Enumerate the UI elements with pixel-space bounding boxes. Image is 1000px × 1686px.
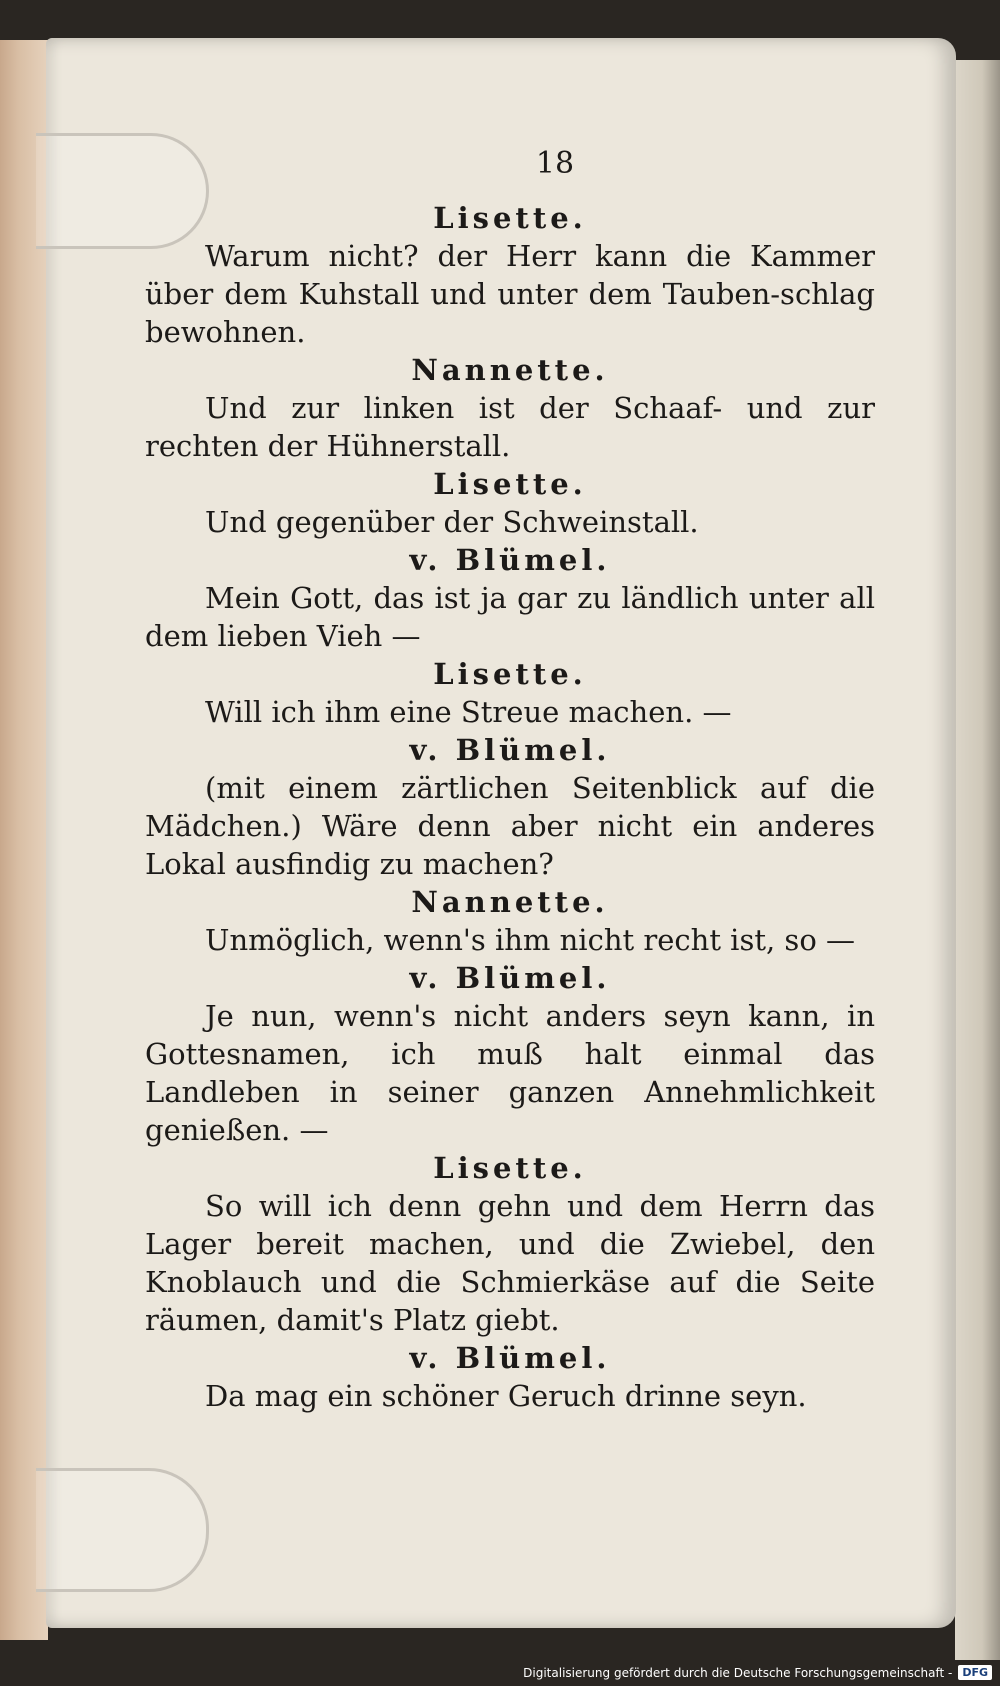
speech-text: So will ich denn gehn und dem Herrn das Lager bereit machen, und die Zwiebel, den Knoblauch und die Schmierkäse auf die Seite räumen, damit's Platz giebt. bbox=[145, 1189, 875, 1337]
speech-text: Mein Gott, das ist ja gar zu ländlich unter all dem lieben Vieh — bbox=[145, 581, 875, 653]
speech-text: Und zur linken ist der Schaaf- und zur rechten der Hühnerstall. bbox=[145, 391, 875, 463]
page-number: 18 bbox=[535, 146, 575, 181]
speaker-name: Lisette. bbox=[433, 1151, 587, 1185]
speaker-name: Nannette. bbox=[411, 885, 609, 919]
book-left-edge bbox=[0, 40, 48, 1640]
page-clip-bottom bbox=[36, 1468, 209, 1592]
speaker-name: Lisette. bbox=[433, 467, 587, 501]
footer-credit: Digitalisierung gefördert durch die Deutsche Forschungsgemeinschaft - bbox=[523, 1665, 953, 1680]
speech-text: Will ich ihm eine Streue machen. — bbox=[205, 695, 732, 729]
speech-text: Da mag ein schöner Geruch drinne seyn. bbox=[205, 1379, 807, 1413]
digitization-footer bbox=[523, 1665, 992, 1680]
speech-text: Warum nicht? der Herr kann die Kammer über dem Kuhstall und unter dem Tauben-schlag bewohnen. bbox=[145, 239, 875, 349]
speaker-name: v. Blümel. bbox=[409, 733, 611, 767]
speaker-name: v. Blümel. bbox=[409, 1341, 611, 1375]
speech-text: Und gegenüber der Schweinstall. bbox=[205, 505, 699, 539]
speaker-name: v. Blümel. bbox=[409, 543, 611, 577]
speaker-name: Lisette. bbox=[433, 657, 587, 691]
speaker-name: v. Blümel. bbox=[409, 961, 611, 995]
dialogue-lines bbox=[145, 199, 875, 1415]
speech-text: Je nun, wenn's nicht anders seyn kann, in Gottesnamen, ich muß halt einmal das Landleben in seiner ganzen Annehmlichkeit genießen. — bbox=[145, 999, 875, 1147]
page-text bbox=[145, 145, 875, 1415]
dfg-logo: DFG bbox=[958, 1665, 992, 1680]
speaker-name: Lisette. bbox=[433, 201, 587, 235]
speech-text: Unmöglich, wenn's ihm nicht recht ist, so — bbox=[205, 923, 855, 957]
book-right-edge bbox=[955, 60, 1000, 1660]
speech-text: (mit einem zärtlichen Seitenblick auf die Mädchen.) Wäre denn aber nicht ein anderes Lokal ausfindig zu machen? bbox=[145, 771, 875, 881]
speaker-name: Nannette. bbox=[411, 353, 609, 387]
